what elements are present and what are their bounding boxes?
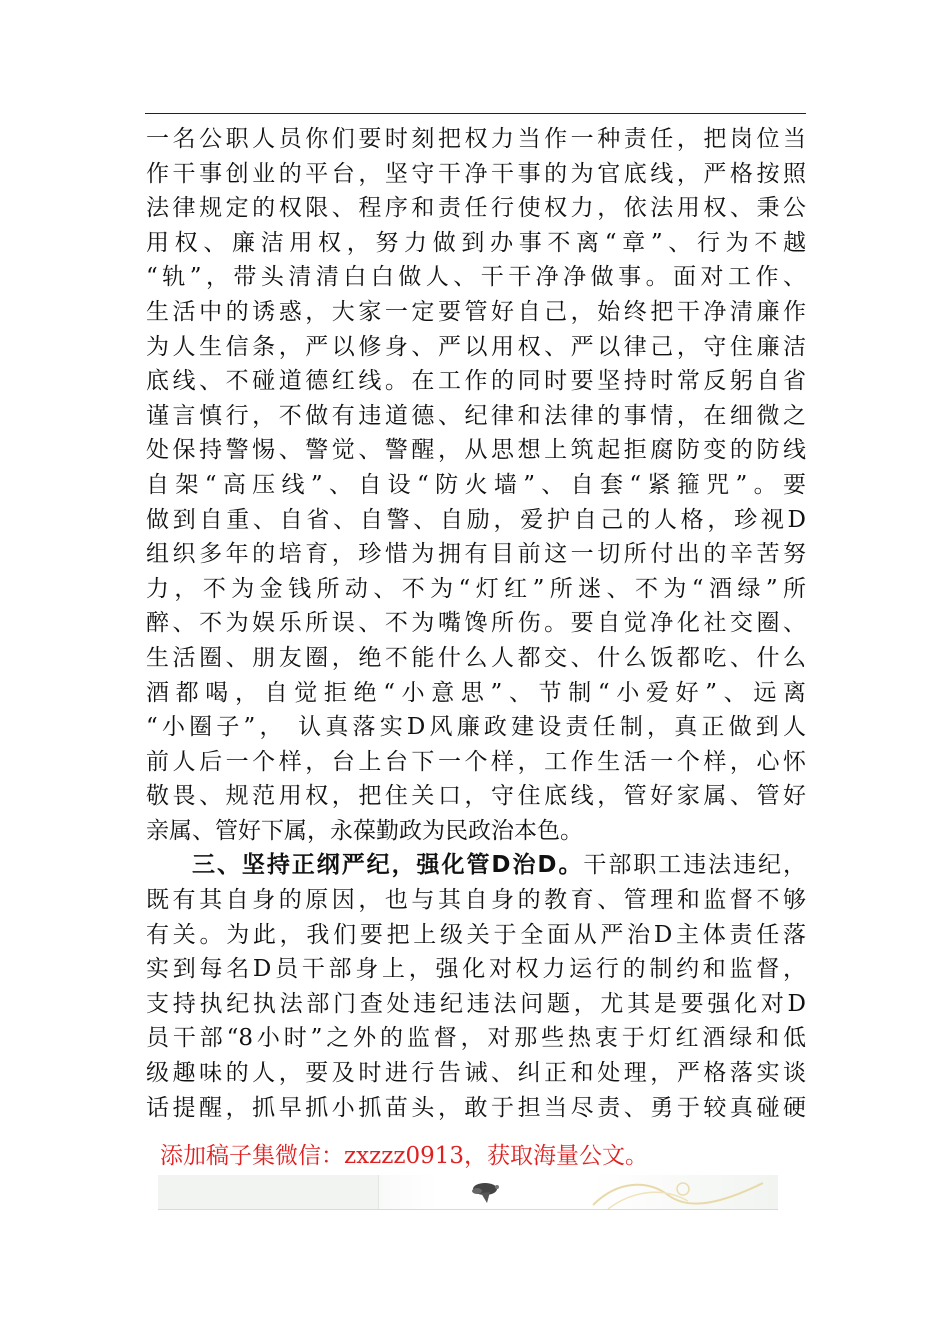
body-line: 酒都喝，自觉拒绝“小意思”、节制“小爱好”、远离 — [146, 679, 806, 706]
body-line: 实到每名D员干部身上，强化对权力运行的制约和监督， — [146, 956, 806, 983]
body-line: 谨言慎行，不做有违道德、纪律和法律的事情，在细微之 — [146, 402, 806, 429]
section-first-line-text: 干部职工违法违纪， — [583, 852, 807, 879]
body-line: “轨”，带头清清白白做人、干干净净做事。面对工作、 — [146, 264, 806, 291]
body-line: 话提醒，抓早抓小抓苗头，敢于担当尽责、勇于较真碰硬 — [146, 1094, 806, 1121]
swirl-ornament-icon — [588, 1175, 768, 1209]
body-line: 做到自重、自省、自警、自励，爱护自己的人格，珍视D — [146, 506, 806, 533]
body-line: 前人后一个样，台上台下一个样，工作生活一个样，心怀 — [146, 748, 806, 775]
body-line: 为人生信条，严以修身、严以用权、严以律己，守住廉洁 — [146, 333, 806, 360]
body-line: 生活圈、朋友圈，绝不能什么人都交、什么饭都吃、什么 — [146, 644, 806, 671]
body-line: 处保持警惕、警觉、警醒，从思想上筑起拒腐防变的防线 — [146, 437, 806, 464]
decorative-banner — [158, 1175, 778, 1210]
body-line: 有关。为此，我们要把上级关于全面从严治D主体责任落 — [146, 921, 806, 948]
ink-splash-icon — [463, 1177, 513, 1207]
body-line: 底线、不碰道德红线。在工作的同时要坚持时常反躬自省 — [146, 368, 806, 395]
promo-text: 添加稿子集微信：zxzzz0913，获取海量公文。 — [160, 1143, 648, 1169]
body-line: 员干部“8小时”之外的监督，对那些热衷于灯红酒绿和低 — [146, 1025, 806, 1052]
body-line: 既有其自身的原因，也与其自身的教育、管理和监督不够 — [146, 887, 806, 914]
body-line: 用权、廉洁用权，努力做到办事不离“章”、行为不越 — [146, 229, 806, 256]
body-line: 法律规定的权限、程序和责任行使权力，依法用权、秉公 — [146, 195, 806, 222]
body-line: 组织多年的培育，珍惜为拥有目前这一切所付出的辛苦努 — [146, 541, 806, 568]
body-line: 支持执纪执法部门查处违纪违法问题，尤其是要强化对D — [146, 990, 806, 1017]
body-line: 力，不为金钱所动、不为“灯红”所迷、不为“酒绿”所 — [146, 575, 806, 602]
section-first-line — [146, 848, 806, 883]
body-line: 一名公职人员你们要时刻把权力当作一种责任，把岗位当 — [146, 126, 806, 152]
body-line: 醉、不为娱乐所误、不为嘴馋所伤。要自觉净化社交圈、 — [146, 610, 806, 637]
section-heading: 三、坚持正纲严纪，强化管D治D。 — [192, 852, 584, 879]
banner-panel — [158, 1175, 379, 1209]
body-line: 敬畏、规范用权，把住关口，守住底线，管好家属、管好 — [146, 783, 806, 810]
body-line: “小圈子”， 认真落实D风廉政建设责任制，真正做到人 — [146, 714, 806, 741]
body-line: 级趣味的人，要及时进行告诫、纠正和处理，严格落实谈 — [146, 1060, 806, 1087]
body-line: 自架“高压线”、自设“防火墙”、自套“紧箍咒”。要 — [146, 471, 806, 498]
body-line: 生活中的诱惑，大家一定要管好自己，始终把干净清廉作 — [146, 298, 806, 325]
header-rule — [145, 113, 806, 114]
body-line: 亲属、管好下属，永葆勤政为民政治本色。 — [146, 817, 583, 844]
document-body — [146, 122, 806, 1125]
body-line: 作干事创业的平台，坚守干净干事的为官底线，严格按照 — [146, 160, 806, 187]
